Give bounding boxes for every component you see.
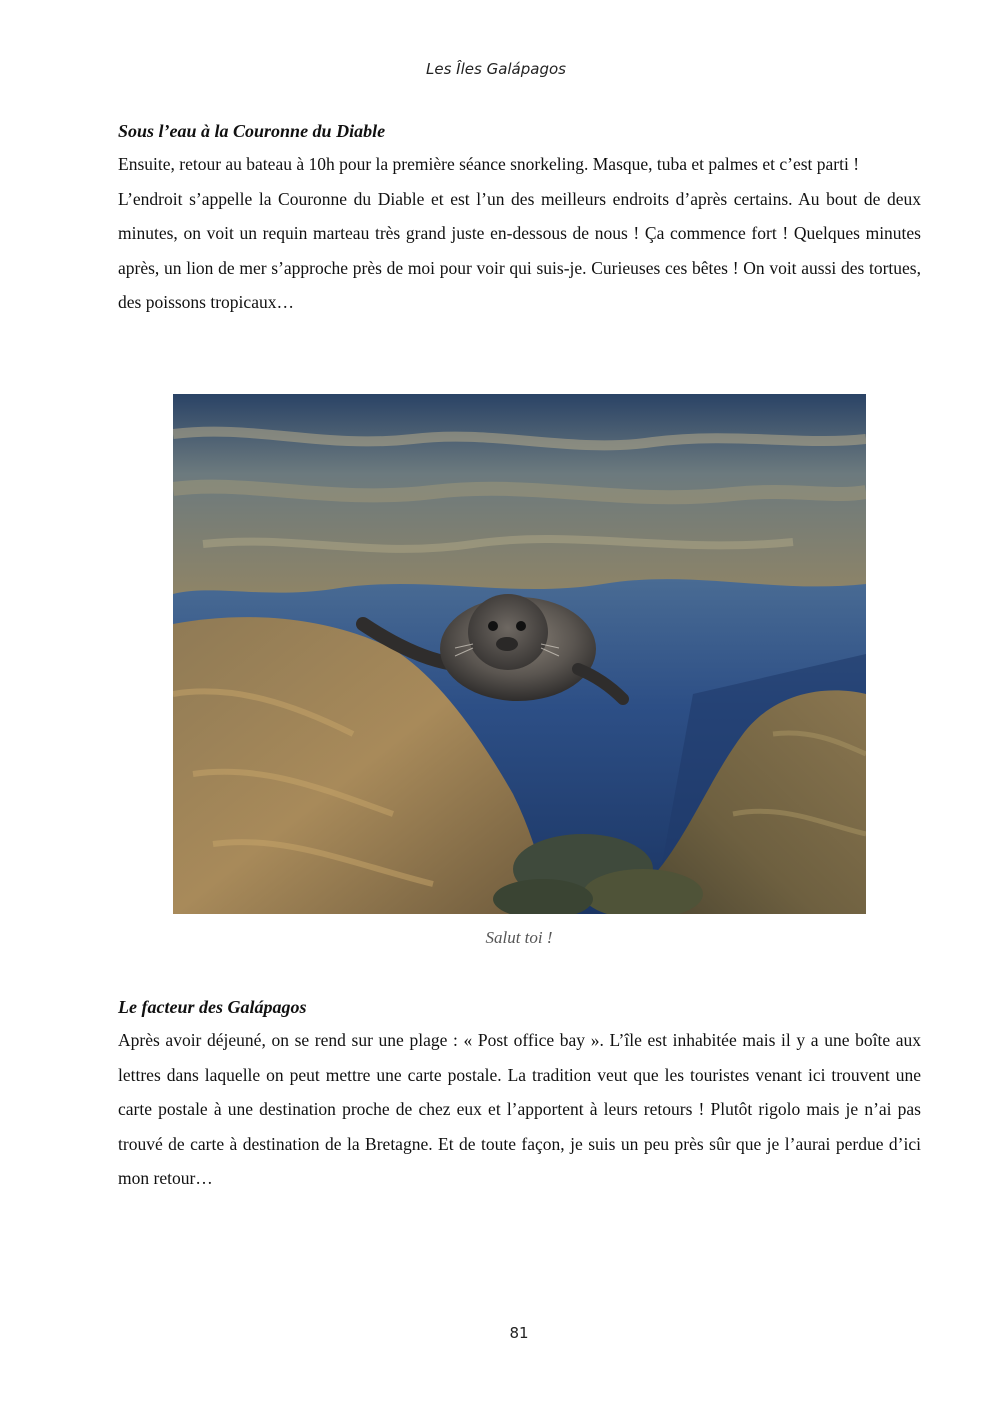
paragraph: Après avoir déjeuné, on se rend sur une plage : « Post office bay ». L’île est inhabitée mais il y a une boîte aux lettres dans laquelle on peut mettre une carte postale. La tradition veut que les touristes venant ici trouvent une carte postale à une destination proche de chez eux et l’apportent à leurs retours ! Plutôt rigolo mais je n’ai pas trouvé de carte à destination de la Bretagne. Et de toute façon, je suis un peu près sûr que je l’aurai perdue d’ici mon retour… xyxy=(118,1030,921,1188)
section-heading-snorkeling: Sous l’eau à la Couronne du Diable xyxy=(118,121,386,141)
section-body-snorkeling xyxy=(118,147,921,320)
paragraph: Ensuite, retour au bateau à 10h pour la première séance snorkeling. Masque, tuba et palmes et c’est parti ! xyxy=(118,154,860,174)
page-number: 81 xyxy=(509,1324,529,1342)
paragraph: L’endroit s’appelle la Couronne du Diable et est l’un des meilleurs endroits d’après certains. Au bout de deux minutes, on voit un requin marteau très grand juste en-dessous de nous ! Ça commence fort ! Quelques minutes après, un lion de mer s’approche près de moi pour voir qui suis-je. Curieuses ces bêtes ! On voit aussi des tortues, des poissons tropicaux… xyxy=(118,188,921,312)
section-body-post-office xyxy=(118,1023,921,1196)
sea-lion-underwater-photo xyxy=(173,394,866,914)
photo-caption: Salut toi ! xyxy=(485,928,553,947)
section-heading-post-office: Le facteur des Galápagos xyxy=(118,997,307,1017)
running-header: Les Îles Galápagos xyxy=(426,60,566,78)
photo-illustration xyxy=(173,394,866,914)
